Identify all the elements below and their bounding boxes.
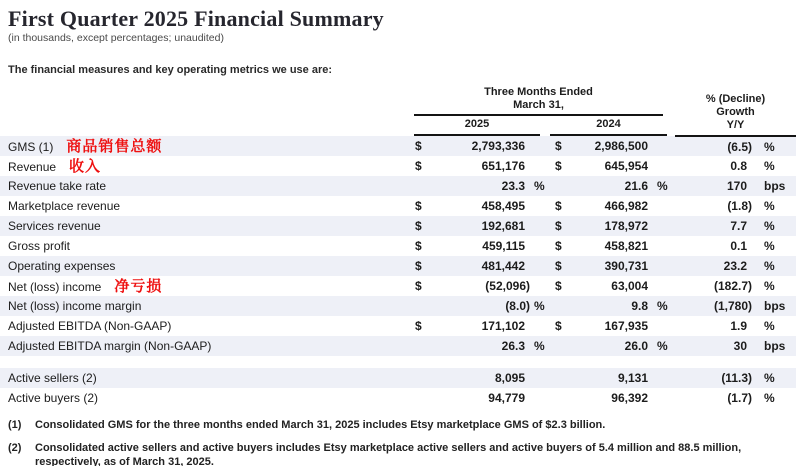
growth-unit: %	[764, 319, 775, 333]
row-label-text: Adjusted EBITDA (Non-GAAP)	[8, 319, 172, 333]
growth-value: 0.8	[730, 159, 747, 173]
table-header	[0, 86, 796, 136]
value-2024: 21.6	[566, 176, 653, 196]
table-row	[0, 156, 796, 176]
growth-value: (182.7)	[713, 279, 752, 293]
growth-value: (11.3)	[675, 368, 752, 388]
row-label	[0, 196, 410, 216]
value-2024: 9.8	[566, 296, 653, 316]
table-body	[0, 136, 796, 408]
dollar-sign-2024	[550, 368, 566, 388]
value-2025: 192,681	[426, 216, 530, 236]
suffix-2024: %	[653, 296, 675, 316]
row-label	[0, 236, 410, 256]
growth-value: 7.7	[675, 216, 752, 236]
dollar-sign-2024	[550, 336, 566, 356]
dollar-sign-2025: $	[410, 216, 426, 236]
value-2025: 8,095	[426, 368, 530, 388]
dollar-sign-2024	[550, 176, 566, 196]
header-label-spacer	[0, 116, 410, 136]
value-2025: 23.3	[426, 176, 530, 196]
suffix-2025	[530, 196, 550, 216]
chinese-annotation: 商品销售总额	[66, 137, 163, 155]
dollar-sign-2025	[410, 176, 426, 196]
row-label	[0, 316, 410, 336]
dollar-sign-2025	[410, 368, 426, 388]
row-label	[0, 368, 410, 388]
chinese-annotation: 净亏损	[114, 277, 163, 295]
row-label-text: Gross profit	[8, 239, 71, 253]
row-label	[0, 136, 410, 156]
row-label-text: Net (loss) income	[8, 279, 102, 294]
row-label-text: Marketplace revenue	[8, 199, 121, 213]
row-label	[0, 388, 410, 408]
value-2025: (8.0)	[426, 296, 530, 316]
value-2024: 645,954	[604, 159, 648, 173]
suffix-2024	[653, 256, 675, 276]
dollar-sign-2024: $	[550, 216, 566, 236]
row-label	[0, 256, 410, 276]
row-label-text: Active sellers (2)	[8, 371, 97, 385]
growth-unit: %	[764, 279, 775, 293]
value-2025: 171,102	[481, 319, 525, 333]
suffix-2025	[530, 388, 550, 408]
growth-unit: %	[752, 256, 796, 276]
dollar-sign-2024	[550, 296, 566, 316]
dollar-sign-2024: $	[555, 319, 562, 333]
table-row	[0, 176, 796, 196]
growth-value: 170	[675, 176, 752, 196]
growth-unit: %	[752, 368, 796, 388]
footnote-1	[8, 418, 790, 432]
table-row	[0, 368, 796, 388]
footnote-text: Consolidated GMS for the three months ended March 31, 2025 includes Etsy marketplace GMS of $2.3 billion.	[35, 419, 606, 431]
growth-value: 0.1	[730, 239, 747, 253]
value-2024: 9,131	[566, 368, 653, 388]
value-2025: 651,176	[481, 159, 525, 173]
suffix-2024	[653, 388, 675, 408]
dollar-sign-2024: $	[550, 256, 566, 276]
value-2024: 466,982	[604, 199, 648, 213]
suffix-2024	[653, 236, 675, 256]
growth-value: (1,780)	[675, 296, 752, 316]
page-title: First Quarter 2025 Financial Summary	[8, 6, 384, 31]
growth-value: 1.9	[730, 319, 747, 333]
row-label-text: Adjusted EBITDA margin (Non-GAAP)	[8, 339, 212, 353]
value-2025: (52,096)	[485, 279, 530, 293]
suffix-2025	[530, 276, 550, 296]
dollar-sign-2024: $	[555, 279, 562, 293]
suffix-2025	[530, 316, 550, 336]
row-label-text: Revenue take rate	[8, 179, 107, 193]
row-label-text: Net (loss) income margin	[8, 299, 142, 313]
value-2024: 458,821	[604, 239, 648, 253]
growth-header-line1: % (Decline)	[705, 93, 766, 105]
growth-column-header	[675, 86, 796, 136]
footnote-text: Consolidated active sellers and active buyers includes Etsy marketplace active sellers and active buyers of 5.4 million and 88.5 million, respectively, as of March 31, 2025.	[35, 442, 742, 466]
footnote-marker: (2)	[8, 442, 22, 454]
growth-unit: bps	[752, 176, 796, 196]
row-label-text: GMS (1)	[8, 139, 54, 154]
dollar-sign-2025: $	[415, 239, 422, 253]
table-row	[0, 236, 796, 256]
row-label	[0, 156, 410, 176]
growth-unit: %	[764, 199, 775, 213]
row-label	[0, 176, 410, 196]
dollar-sign-2025: $	[415, 199, 422, 213]
growth-unit: bps	[752, 296, 796, 316]
suffix-2024	[653, 216, 675, 236]
table-row	[0, 336, 796, 356]
footnotes	[0, 418, 800, 466]
value-2024: 2,986,500	[566, 136, 653, 156]
table-row	[0, 216, 796, 236]
dollar-sign-2025	[410, 336, 426, 356]
value-2025: 458,495	[481, 199, 525, 213]
table-row	[0, 388, 796, 408]
suffix-2025	[530, 136, 550, 156]
table-row	[0, 196, 796, 216]
period-group-line1: Three Months Ended	[484, 86, 593, 98]
value-2024: 178,972	[566, 216, 653, 236]
period-group-line2: March 31,	[513, 99, 564, 111]
page-subtitle: (in thousands, except percentages; unaudited)	[8, 32, 224, 44]
chinese-annotation: 收入	[69, 157, 102, 175]
value-2024: 63,004	[611, 279, 648, 293]
dollar-sign-2024: $	[555, 199, 562, 213]
dollar-sign-2025: $	[410, 136, 426, 156]
suffix-2024	[653, 276, 675, 296]
suffix-2024	[653, 316, 675, 336]
growth-unit: %	[752, 216, 796, 236]
suffix-2025	[530, 368, 550, 388]
table-row	[0, 256, 796, 276]
growth-unit: bps	[752, 336, 796, 356]
period-group-header	[410, 86, 675, 116]
intro-text: The financial measures and key operating metrics we use are:	[8, 64, 333, 76]
header-label-spacer	[0, 86, 410, 116]
footnote-marker: (1)	[8, 419, 22, 431]
dollar-sign-2025: $	[415, 319, 422, 333]
dollar-sign-2025: $	[415, 159, 422, 173]
document-header	[0, 5, 800, 77]
suffix-2025	[530, 256, 550, 276]
spacer-cell	[0, 356, 796, 368]
value-2025: 2,793,336	[426, 136, 530, 156]
suffix-2025	[530, 236, 550, 256]
dollar-sign-2024: $	[555, 239, 562, 253]
dollar-sign-2025: $	[410, 256, 426, 276]
value-2024: 96,392	[611, 391, 648, 405]
growth-value: (1.7)	[727, 391, 752, 405]
suffix-2024: %	[653, 336, 675, 356]
footnote-2	[8, 441, 790, 466]
value-2025: 459,115	[482, 239, 525, 253]
value-2025: 26.3	[426, 336, 530, 356]
row-label	[0, 336, 410, 356]
suffix-2024	[653, 196, 675, 216]
suffix-2025: %	[530, 176, 550, 196]
dollar-sign-2024: $	[555, 159, 562, 173]
financial-table	[0, 86, 796, 408]
value-2024: 26.0	[566, 336, 653, 356]
year-2025-header: 2025	[410, 116, 550, 136]
growth-header-line2: Growth	[716, 106, 755, 118]
growth-unit: %	[764, 159, 775, 173]
row-label	[0, 276, 410, 296]
suffix-2025: %	[530, 336, 550, 356]
growth-unit: %	[764, 391, 775, 405]
row-label-text: Active buyers (2)	[8, 391, 99, 405]
dollar-sign-2025	[410, 296, 426, 316]
row-label-text: Revenue	[8, 159, 57, 174]
growth-unit: %	[752, 136, 796, 156]
dollar-sign-2025: $	[415, 279, 422, 293]
value-2024: 390,731	[566, 256, 653, 276]
suffix-2024	[653, 136, 675, 156]
table-row	[0, 136, 796, 156]
year-2024-header: 2024	[550, 116, 675, 136]
dollar-sign-2024	[550, 388, 566, 408]
suffix-2025: %	[530, 296, 550, 316]
value-2024: 167,935	[604, 319, 648, 333]
dollar-sign-2024: $	[550, 136, 566, 156]
growth-value: (1.8)	[727, 199, 752, 213]
header-row-group	[0, 86, 796, 116]
growth-value: 23.2	[675, 256, 752, 276]
table-row	[0, 316, 796, 336]
suffix-2024	[653, 156, 675, 176]
value-2025: 481,442	[426, 256, 530, 276]
suffix-2025	[530, 216, 550, 236]
row-label-text: Operating expenses	[8, 259, 116, 273]
row-label-text: Services revenue	[8, 219, 101, 233]
row-label	[0, 296, 410, 316]
suffix-2024: %	[653, 176, 675, 196]
growth-value: (6.5)	[675, 136, 752, 156]
growth-header-line3: Y/Y	[726, 119, 745, 131]
spacer-row	[0, 356, 796, 368]
growth-value: 30	[675, 336, 752, 356]
value-2025: 94,779	[488, 391, 525, 405]
dollar-sign-2025	[410, 388, 426, 408]
growth-unit: %	[764, 239, 775, 253]
suffix-2024	[653, 368, 675, 388]
row-label	[0, 216, 410, 236]
table-row	[0, 296, 796, 316]
suffix-2025	[530, 156, 550, 176]
table-row	[0, 276, 796, 296]
